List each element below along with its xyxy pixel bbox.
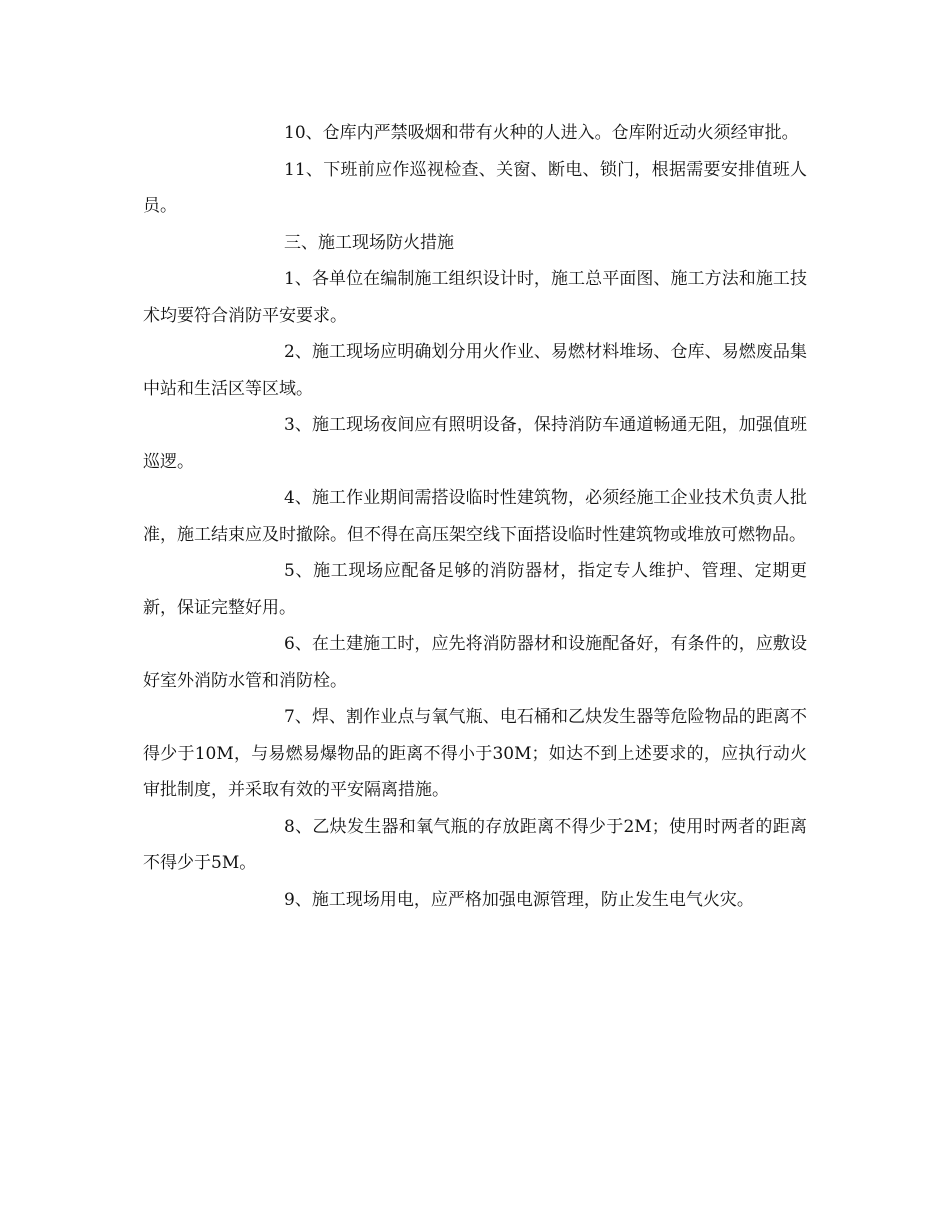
paragraph-item-2: 2、施工现场应明确划分用火作业、易燃材料堆场、仓库、易燃废品集中站和生活区等区域。 bbox=[143, 342, 807, 399]
paragraph-item-5: 5、施工现场应配备足够的消防器材，指定专人维护、管理、定期更新，保证完整好用。 bbox=[143, 561, 807, 618]
paragraph-item-11: 11、下班前应作巡视检查、关窗、断电、锁门，根据需要安排值班人员。 bbox=[143, 159, 807, 216]
paragraph-item-7: 7、焊、割作业点与氧气瓶、电石桶和乙炔发生器等危险物品的距离不得少于10M，与易燃易爆物品的距离不得小于30M；如达不到上述要求的，应执行动火审批制度，并采取有效的平安隔离措施。 bbox=[143, 707, 807, 800]
paragraph-item-1: 1、各单位在编制施工组织设计时，施工总平面图、施工方法和施工技术均要符合消防平安要求。 bbox=[143, 269, 807, 326]
paragraph-item-9: 9、施工现场用电，应严格加强电源管理，防止发生电气火灾。 bbox=[284, 889, 754, 910]
paragraph-item-3: 3、施工现场夜间应有照明设备，保持消防车通道畅通无阻，加强值班巡逻。 bbox=[143, 415, 807, 472]
paragraph-item-6: 6、在土建施工时，应先将消防器材和设施配备好，有条件的，应敷设好室外消防水管和消防栓。 bbox=[143, 634, 807, 691]
document-body bbox=[143, 115, 807, 918]
paragraph-item-4: 4、施工作业期间需搭设临时性建筑物，必须经施工企业技术负责人批准，施工结束应及时撤除。但不得在高压架空线下面搭设临时性建筑物或堆放可燃物品。 bbox=[143, 488, 807, 545]
paragraph-item-10: 10、仓库内严禁吸烟和带有火种的人进入。仓库附近动火须经审批。 bbox=[284, 123, 799, 143]
paragraph-item-8: 8、乙炔发生器和氧气瓶的存放距离不得少于2M；使用时两者的距离不得少于5M。 bbox=[143, 816, 807, 873]
section-heading: 三、施工现场防火措施 bbox=[284, 232, 454, 253]
